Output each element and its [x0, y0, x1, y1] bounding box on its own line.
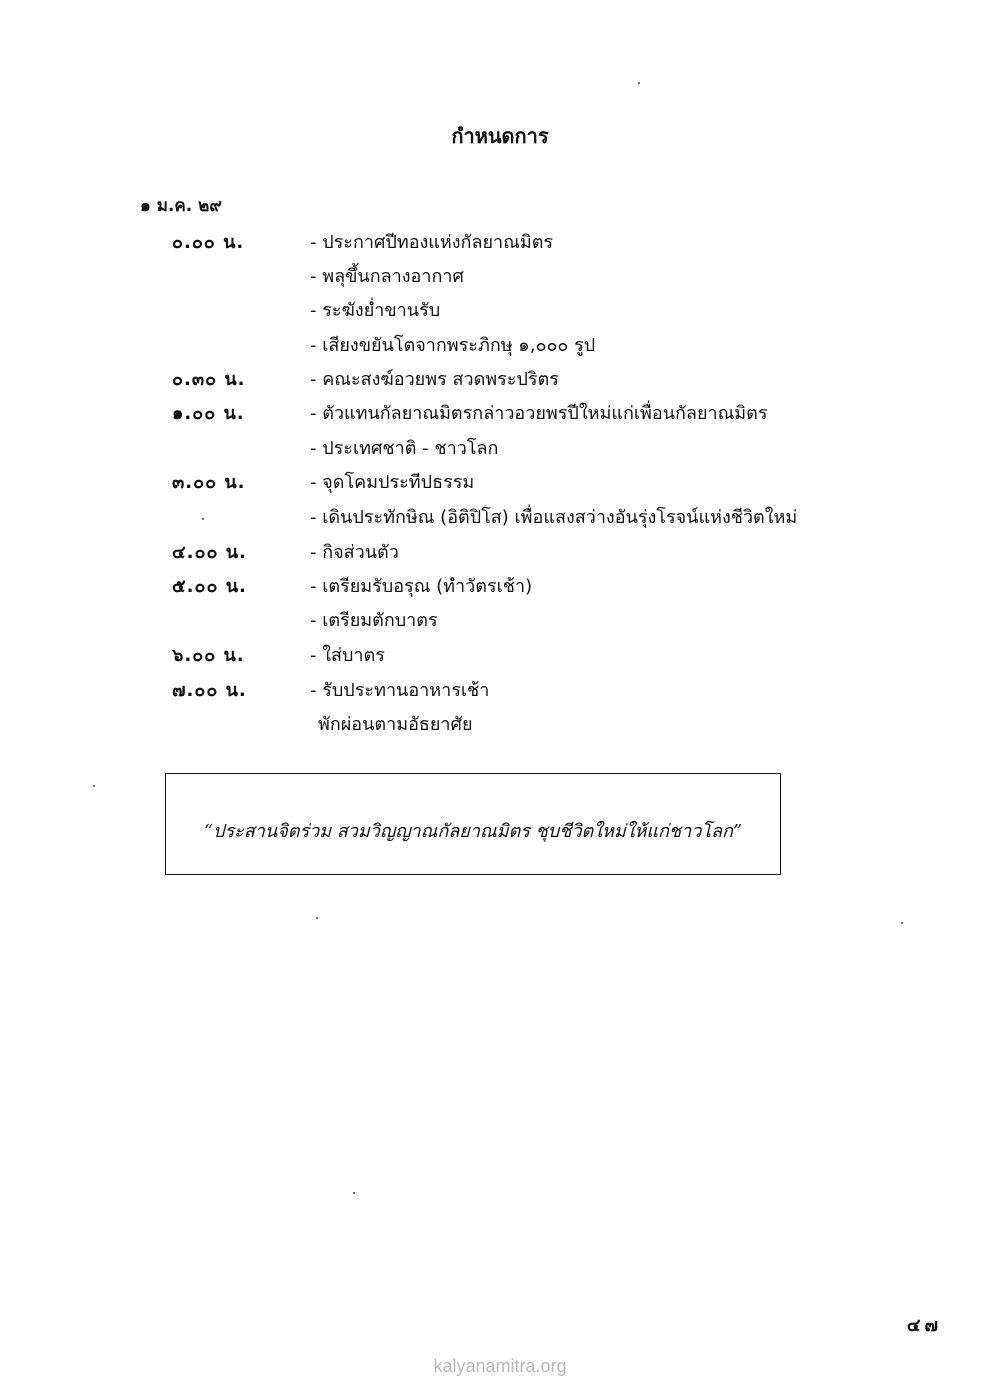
schedule-item: - กิจส่วนตัว — [310, 542, 399, 563]
schedule-item: - เตรียมรับอรุณ (ทำวัตรเช้า) — [310, 576, 533, 597]
schedule-item: - เสียงขยันโตจากพระภิกษุ ๑,๐๐๐ รูป — [310, 335, 596, 356]
schedule-row — [0, 330, 1000, 364]
schedule-item: - ประกาศปีทองแห่งกัลยาณมิตร — [310, 232, 554, 253]
schedule-item: - รับประทานอาหารเช้า — [310, 680, 490, 701]
scan-speck — [202, 518, 204, 520]
schedule-time: ๓.๐๐ น. — [172, 472, 246, 493]
scan-speck — [901, 922, 903, 924]
schedule-time: ๗.๐๐ น. — [172, 680, 247, 701]
page-title: กำหนดการ — [451, 124, 549, 148]
schedule-item: - คณะสงฆ์อวยพร สวดพระปริตร — [310, 369, 559, 390]
scan-speck — [316, 917, 318, 919]
page-number: ๔๗ — [906, 1315, 942, 1336]
scan-speck — [638, 82, 640, 84]
schedule-row — [0, 502, 1000, 536]
schedule-time: ๐.๓๐ น. — [172, 369, 246, 390]
schedule-row — [0, 227, 1000, 261]
schedule-time: ๔.๐๐ น. — [172, 542, 247, 563]
schedule-item: - ระฆังย่ำขานรับ — [310, 300, 441, 321]
schedule-row — [0, 398, 1000, 432]
schedule-row — [0, 605, 1000, 639]
scan-speck — [353, 1192, 355, 1194]
schedule-item: - พลุขึ้นกลางอากาศ — [310, 266, 464, 287]
schedule-item: - เตรียมตักบาตร — [310, 610, 438, 631]
schedule-row — [0, 640, 1000, 674]
schedule-row — [0, 433, 1000, 467]
schedule-time: ๕.๐๐ น. — [172, 576, 247, 597]
scan-speck — [93, 785, 95, 787]
motto-text: “ประสานจิตร่วม สวมวิญญาณกัลยาณมิตร ชุบชีวิตใหม่ให้แก่ชาวโลก” — [203, 821, 743, 842]
schedule-item: - เดินประทักษิณ (อิติปิโส) เพื่อแสงสว่างอันรุ่งโรจน์แห่งชีวิตใหม่ — [310, 507, 798, 528]
schedule-row — [0, 537, 1000, 571]
schedule-row — [0, 467, 1000, 501]
schedule-row — [0, 364, 1000, 398]
schedule-time: ๖.๐๐ น. — [172, 645, 245, 666]
watermark: kalyanamitra.org — [433, 1356, 567, 1376]
schedule-date: ๑ ม.ค. ๒๙ — [140, 196, 222, 216]
schedule-row — [0, 571, 1000, 605]
schedule-time: ๐.๐๐ น. — [172, 232, 245, 253]
schedule-item: - ประเทศชาติ - ชาวโลก — [310, 438, 499, 459]
schedule-item: - จุดโคมประทีปธรรม — [310, 472, 475, 493]
schedule-item: - ใส่บาตร — [310, 645, 385, 666]
motto-box — [165, 773, 781, 875]
schedule-item: พักผ่อนตามอัธยาศัย — [318, 714, 473, 735]
schedule-row — [0, 675, 1000, 709]
schedule-row — [0, 295, 1000, 329]
schedule-time: ๑.๐๐ น. — [172, 403, 245, 424]
schedule-row — [0, 261, 1000, 295]
schedule-item: - ตัวแทนกัลยาณมิตรกล่าวอวยพรปีใหม่แก่เพื่อนกัลยาณมิตร — [310, 403, 768, 424]
schedule-row — [0, 709, 1000, 743]
